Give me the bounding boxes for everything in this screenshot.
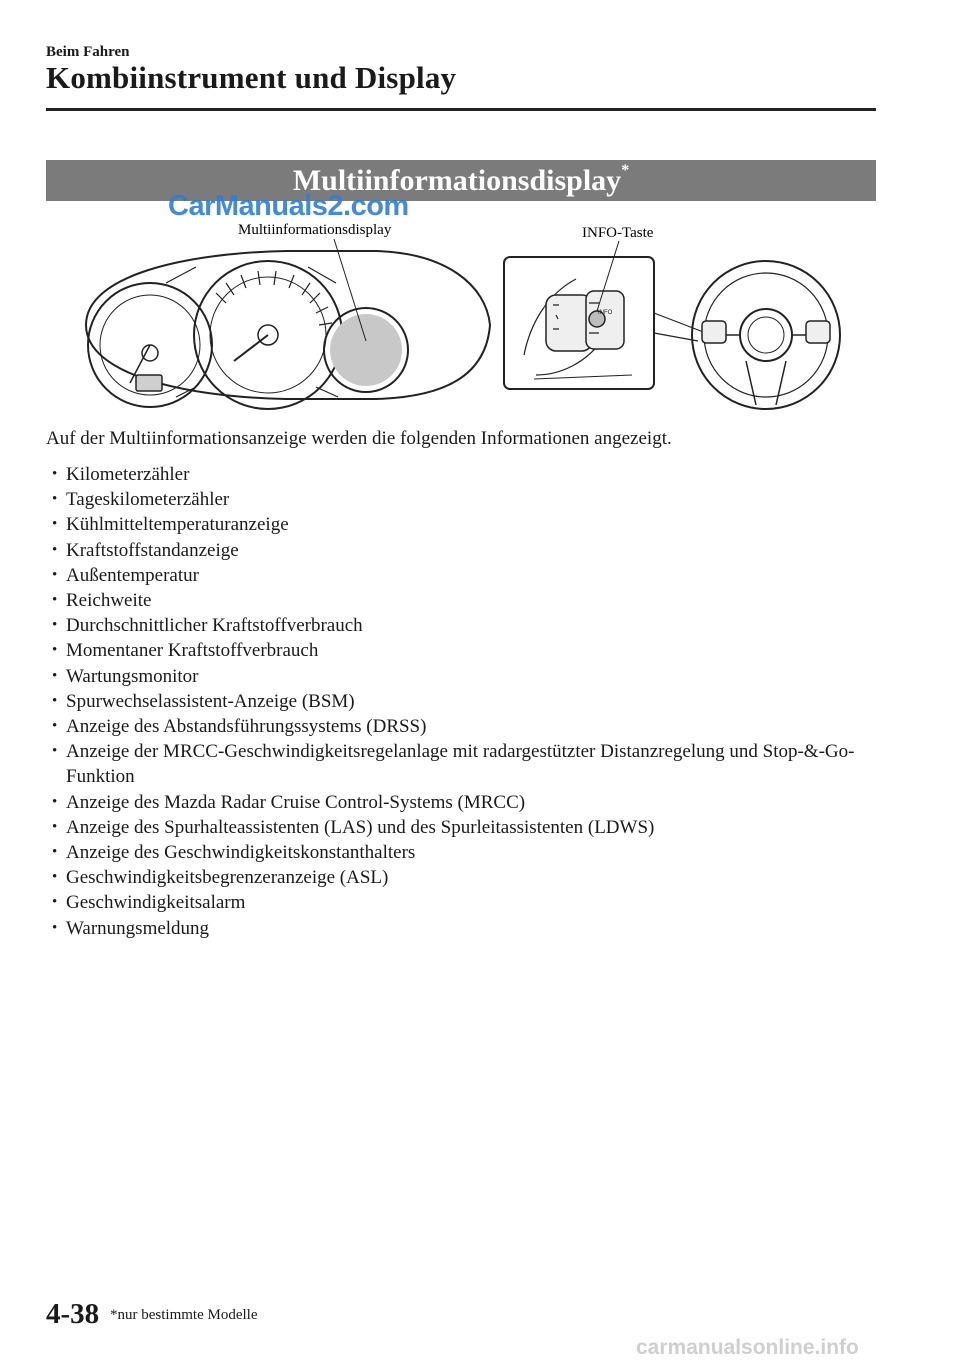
multi-information-display-screen	[330, 314, 402, 386]
instrument-cluster-figure	[46, 215, 876, 415]
list-item: • Tageskilometerzähler	[52, 487, 872, 512]
list-item: • Kraftstoffstandanzeige	[52, 538, 872, 563]
section-title-text: Multiinformationsdisplay	[292, 163, 622, 197]
list-item: • Kilometerzähler	[52, 462, 872, 487]
list-item: • Anzeige des Abstandsführungssystems (DRSS)	[52, 714, 872, 739]
page-number: 4-38	[46, 1298, 100, 1330]
list-item: • Spurwechselassistent-Anzeige (BSM)	[52, 689, 872, 714]
label-multi-information-display: Multiinformationsdisplay	[238, 222, 392, 238]
instrument-cluster-illustration	[86, 251, 490, 409]
optional-equipment-marker: *	[621, 161, 630, 179]
list-item: • Warnungsmeldung	[52, 916, 872, 941]
watermark-top: CarManuals2.com	[168, 190, 409, 222]
page-title: Kombiinstrument und Display	[46, 60, 457, 95]
intro-paragraph: Auf der Multiinformationsanzeige werden die folgenden Informationen angezeigt.	[46, 428, 672, 449]
list-item: • Anzeige der MRCC-Geschwindigkeitsregelanlage mit radargestützter Distanzregelung und Stop-&-Go-Funktion	[52, 739, 872, 789]
list-item: • Momentaner Kraftstoffverbrauch	[52, 638, 872, 663]
list-item: • Wartungsmonitor	[52, 664, 872, 689]
list-item: • Anzeige des Spurhalteassistenten (LAS) und des Spurleitassistenten (LDWS)	[52, 815, 872, 840]
list-item: • Durchschnittlicher Kraftstoffverbrauch	[52, 613, 872, 638]
list-item: • Außentemperatur	[52, 563, 872, 588]
label-info-button: INFO-Taste	[582, 225, 654, 241]
list-item: • Geschwindigkeitsalarm	[52, 890, 872, 915]
list-item: • Anzeige des Geschwindigkeitskonstanthalters	[52, 840, 872, 865]
list-item: • Anzeige des Mazda Radar Cruise Control-Systems (MRCC)	[52, 790, 872, 815]
information-list	[52, 462, 872, 941]
chapter-label: Beim Fahren	[46, 44, 130, 60]
title-divider	[46, 108, 876, 111]
list-item: • Reichweite	[52, 588, 872, 613]
info-button-text: INFO	[598, 310, 613, 316]
steering-wheel-illustration	[504, 257, 840, 409]
list-item: • Geschwindigkeitsbegrenzeranzeige (ASL)	[52, 865, 872, 890]
footnote: *nur bestimmte Modelle	[110, 1307, 258, 1323]
watermark-bottom: carmanualsonline.info	[636, 1336, 859, 1359]
list-item: • Kühlmitteltemperaturanzeige	[52, 512, 872, 537]
